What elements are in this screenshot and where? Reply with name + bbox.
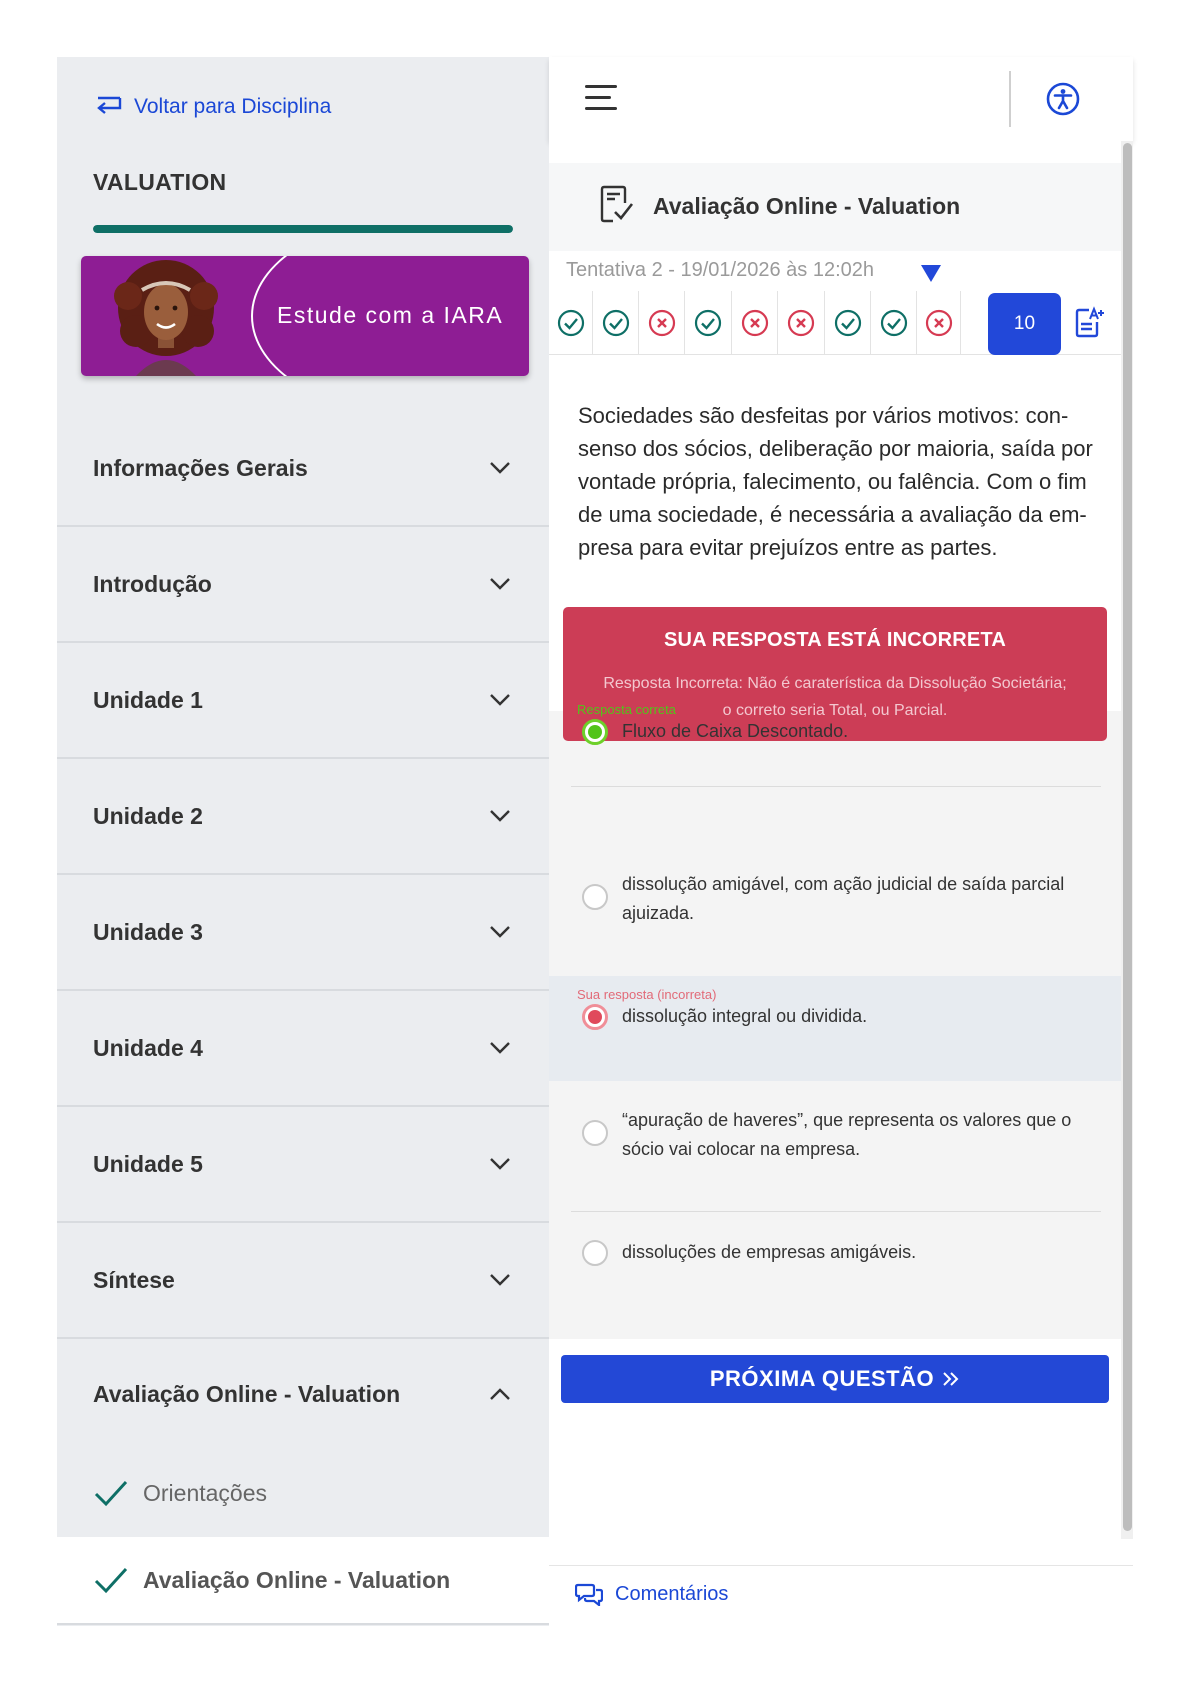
nav-item-label: Informações Gerais <box>93 454 308 481</box>
return-icon <box>94 94 124 120</box>
nav-item-label: Unidade 2 <box>93 802 203 829</box>
course-nav <box>57 411 549 1625</box>
sub-item-orientacoes[interactable] <box>57 1449 549 1537</box>
current-question-button[interactable]: 10 <box>988 293 1061 355</box>
assessment-panel <box>549 141 1121 1561</box>
course-progress-fill <box>93 225 513 233</box>
nav-item-unidade-1[interactable] <box>57 643 549 759</box>
chevron-down-icon <box>489 809 511 823</box>
assessment-title: Avaliação Online - Valuation <box>653 193 961 219</box>
chevron-down-icon <box>489 1041 511 1055</box>
option-1[interactable] <box>577 702 1101 746</box>
double-chevron-right-icon <box>942 1371 960 1387</box>
correct-answer-tag: Resposta correta <box>577 702 676 717</box>
iara-avatar <box>106 256 226 376</box>
back-link-label: Voltar para Disciplina <box>134 95 332 118</box>
question-7-status[interactable] <box>825 291 871 355</box>
option-3[interactable] <box>577 987 1101 1031</box>
sub-item-label: Orientações <box>143 1479 268 1506</box>
nav-item-introducao[interactable] <box>57 527 549 643</box>
nav-item-label: Unidade 5 <box>93 1150 203 1177</box>
feedback-title: SUA RESPOSTA ESTÁ INCORRETA <box>663 629 1007 651</box>
comments-link[interactable] <box>575 1582 728 1606</box>
nav-item-informacoes-gerais[interactable] <box>57 411 549 527</box>
chevron-down-icon <box>489 1273 511 1287</box>
radio-wrong[interactable] <box>582 1004 608 1030</box>
question-5-status[interactable] <box>732 291 778 355</box>
nav-item-unidade-4[interactable] <box>57 991 549 1107</box>
option-text: dissolução amigável, com ação judicial de saída parcial ajuizada. <box>622 874 1065 923</box>
check-circle-icon <box>880 309 908 337</box>
check-circle-icon <box>602 309 630 337</box>
check-icon <box>93 1478 129 1508</box>
option-text: dissolução integral ou dividida. <box>622 1006 868 1026</box>
radio[interactable] <box>582 1240 608 1266</box>
next-question-label: PRÓXIMA QUESTÃO <box>709 1366 935 1391</box>
comments-bar <box>549 1565 1133 1626</box>
feedback-message: Resposta Incorreta: Não é caraterística da Dissolução Societária; o correto seria Total, ou Parcial. <box>603 675 1067 719</box>
option-divider <box>571 1211 1101 1212</box>
x-circle-icon <box>787 309 815 337</box>
question-navigator <box>549 291 1121 355</box>
nav-item-label: Unidade 4 <box>93 1034 203 1061</box>
radio[interactable] <box>582 1120 608 1146</box>
question-8-status[interactable] <box>871 291 917 355</box>
chevron-down-icon <box>489 925 511 939</box>
menu-icon[interactable] <box>585 85 619 115</box>
check-circle-icon <box>694 309 722 337</box>
chat-icon <box>575 1582 603 1606</box>
option-4[interactable] <box>577 1106 1101 1164</box>
nav-item-unidade-3[interactable] <box>57 875 549 991</box>
iara-label: Estude com a IARA <box>277 302 504 328</box>
x-circle-icon <box>741 309 769 337</box>
chevron-up-icon <box>489 1387 511 1401</box>
nav-item-label: Unidade 1 <box>93 686 203 713</box>
check-icon <box>93 1565 129 1595</box>
sidebar <box>57 57 549 1626</box>
option-divider <box>571 786 1101 787</box>
nav-item-avaliacao-online[interactable] <box>57 1339 549 1449</box>
chevron-down-icon <box>489 577 511 591</box>
wrong-answer-tag: Sua resposta (incorreta) <box>577 987 717 1002</box>
question-9-status[interactable] <box>917 291 961 355</box>
nav-item-unidade-5[interactable] <box>57 1107 549 1223</box>
answer-sheet-icon[interactable] <box>1075 306 1105 338</box>
chevron-down-icon <box>489 693 511 707</box>
attempt-selector[interactable]: Tentativa 2 - 19/01/2026 às 12:02h <box>566 259 875 281</box>
sub-item-label: Avaliação Online - Valuation <box>143 1566 451 1593</box>
assessment-icon <box>599 185 635 225</box>
x-circle-icon <box>925 309 953 337</box>
question-2-status[interactable] <box>593 291 639 355</box>
course-title: VALUATION <box>93 169 227 195</box>
topbar <box>549 57 1133 141</box>
question-text: Sociedades são desfeitas por vários motivos: con-senso dos sócios, deliberação por maioria, saída por vontade própria, falecimento, ou falência. Com o fim de uma sociedade, é necessária a avaliação da em-presa para evitar prejuízos entre as partes. <box>578 403 1093 560</box>
question-3-status[interactable] <box>639 291 685 355</box>
next-question-button[interactable] <box>561 1355 1109 1403</box>
nav-item-sintese[interactable] <box>57 1223 549 1339</box>
caret-down-icon[interactable] <box>920 263 942 283</box>
check-circle-icon <box>557 309 585 337</box>
question-4-status[interactable] <box>685 291 732 355</box>
course-progress-bar <box>93 225 513 233</box>
question-6-status[interactable] <box>778 291 825 355</box>
chevron-down-icon <box>489 1157 511 1171</box>
nav-item-label: Síntese <box>93 1266 175 1293</box>
back-to-discipline-link[interactable] <box>94 85 331 129</box>
radio[interactable] <box>582 884 608 910</box>
option-text: “apuração de haveres”, que representa os valores que o sócio vai colocar na empresa. <box>622 1110 1072 1159</box>
comments-label: Comentários <box>615 1582 729 1605</box>
chevron-down-icon <box>489 461 511 475</box>
option-text: dissoluções de empresas amigáveis. <box>622 1242 917 1262</box>
x-circle-icon <box>648 309 676 337</box>
iara-banner[interactable] <box>81 256 529 376</box>
sub-item-avaliacao-online[interactable] <box>57 1537 549 1625</box>
radio-correct[interactable] <box>582 719 608 745</box>
topbar-divider <box>1009 71 1011 127</box>
nav-item-unidade-2[interactable] <box>57 759 549 875</box>
question-1-status[interactable] <box>549 291 593 355</box>
option-text: Fluxo de Caixa Descontado. <box>622 721 849 741</box>
check-circle-icon <box>834 309 862 337</box>
option-5[interactable] <box>577 1238 1101 1267</box>
nav-item-label: Unidade 3 <box>93 918 203 945</box>
nav-item-label: Introdução <box>93 570 212 597</box>
assessment-header <box>549 163 1121 251</box>
option-2[interactable] <box>577 870 1101 928</box>
nav-item-label: Avaliação Online - Valuation <box>93 1380 401 1407</box>
accessibility-icon[interactable] <box>1046 82 1080 116</box>
scrollbar-thumb[interactable] <box>1123 143 1132 1531</box>
